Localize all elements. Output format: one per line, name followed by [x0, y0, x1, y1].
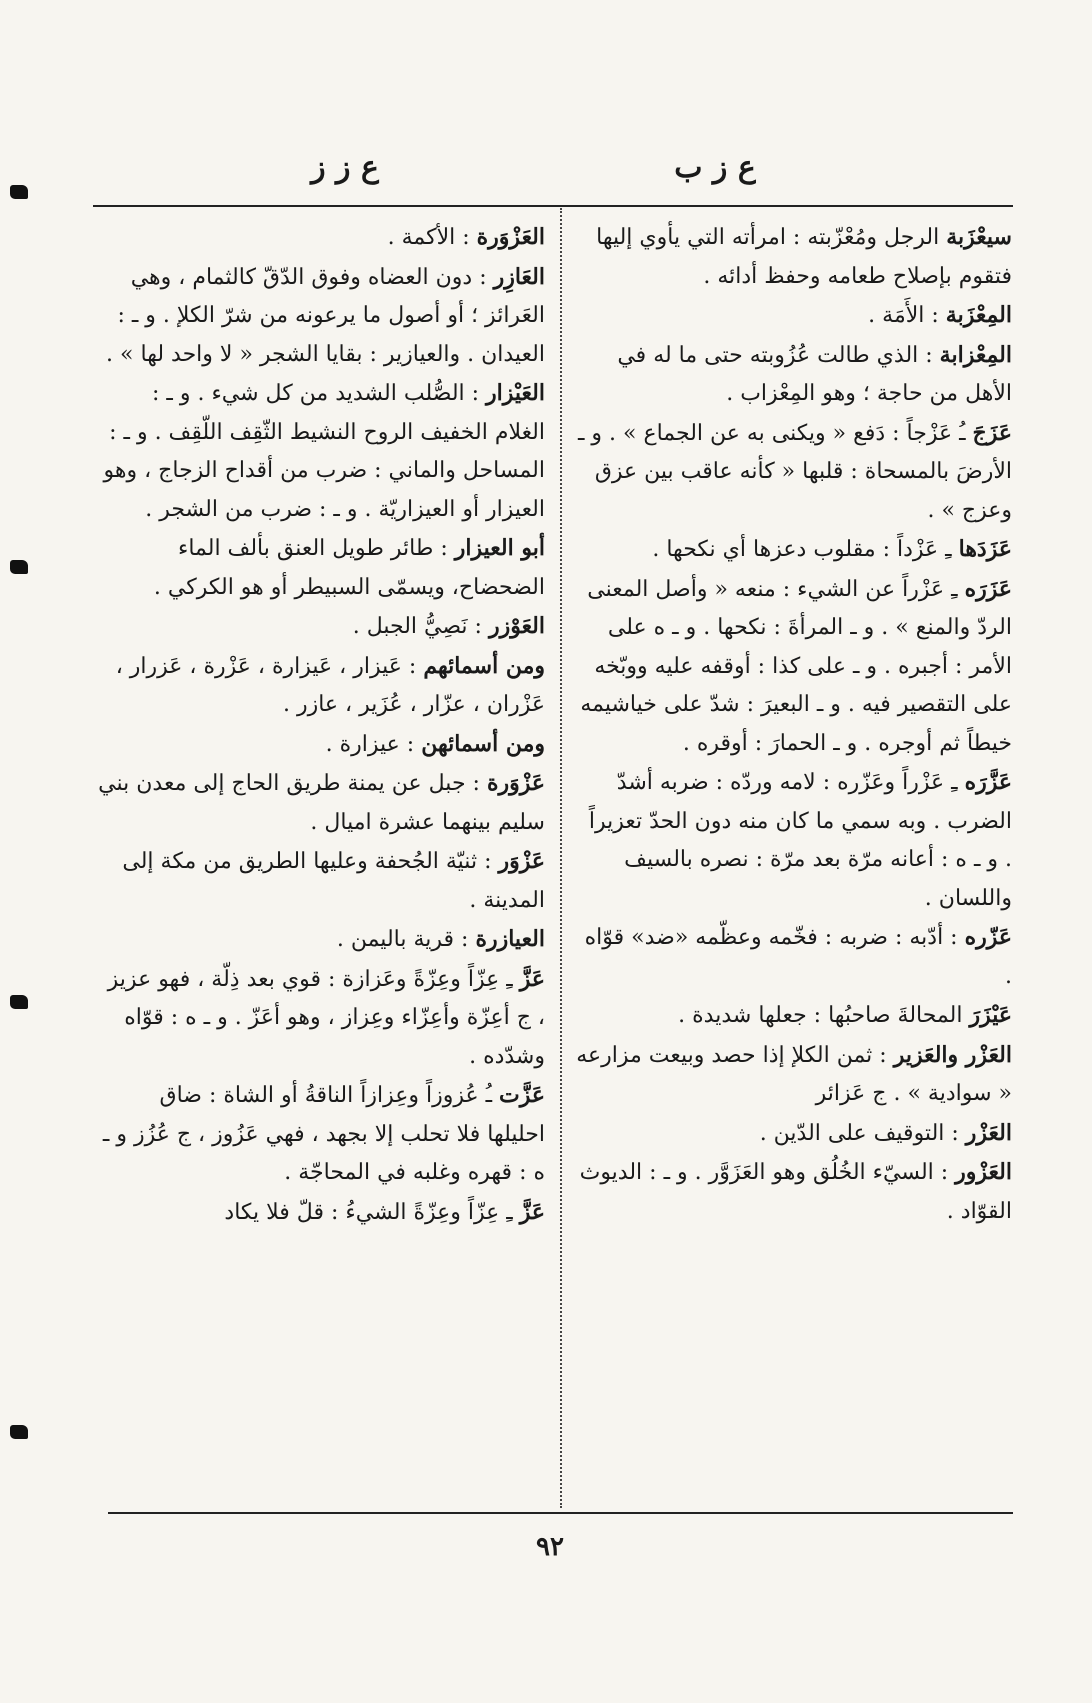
page-number: ٩٢ — [536, 1532, 564, 1562]
dictionary-entry — [95, 529, 545, 607]
dictionary-entry — [575, 218, 1012, 296]
entry-headword: المِعْزَبة — [945, 302, 1012, 328]
left-column — [95, 218, 545, 1232]
right-column — [575, 218, 1012, 1231]
dictionary-entry — [95, 647, 545, 725]
column-divider — [560, 208, 562, 1508]
dictionary-entry — [575, 414, 1012, 531]
entry-definition: ـِ عِزّاً وعِزّةً وعَزازة : قوي بعد ذِلّة ، فهو عزيز ، ج أعِزّة وأعِزّاء وعِزاز ، وهو أعَزّ . و ـ ه : قوّاه وشدّده . — [107, 966, 545, 1069]
dictionary-entry — [95, 258, 545, 375]
entry-definition: المحالةَ صاحبُها : جعلها شديدة . — [678, 1003, 970, 1028]
entry-headword: العيازرة — [475, 926, 545, 952]
entry-definition: ـِ عَزْراً عن الشيء : منعه « وأصل المعنى الردّ والمنع » . و ـ المرأةَ : نكحها . و ـ ه على الأمر : أجبره . و ـ على كذا : أوقفه عليه ووبّخه على التقصير فيه . و ـ البعيرَ : شدّ على خياشيمه خيطاً ثم أوجره . و ـ الحمارَ : أوقره . — [580, 576, 1012, 756]
entry-headword: العَازِر — [493, 263, 545, 290]
dictionary-entry — [575, 296, 1012, 336]
dictionary-entry — [95, 960, 545, 1077]
entry-definition: ـُ عُزوزاً وعِزازاً الناقةُ أو الشاة : ضاق احليلها فلا تحلب إلا بجهد ، فهي عَزُوز ، ج عُزُز و ـ ه : قهره وغلبه في المحاجّة . — [102, 1083, 545, 1185]
entry-definition: : الأكمة . — [387, 225, 477, 250]
entry-headword: عَزَدَها — [958, 536, 1012, 562]
entry-definition: : السيّء الخُلُق وهو العَزَوَّر . و ـ : الديوث القوّاد . — [579, 1160, 1012, 1224]
right-column-heading: ع ز ب — [674, 150, 756, 185]
entry-definition: ـُ عَزْجاً : دَفع « ويكنى به عن الجماع » . و ـ الأرضَ بالمسحاة : قلبها « كأنه عاقب بين عزق وعزج » . — [577, 420, 1012, 523]
entry-headword: العَوْزر — [488, 613, 545, 639]
entry-headword: عَزَرَه — [964, 575, 1012, 602]
dictionary-entry — [95, 607, 545, 647]
entry-definition: الرجل ومُعْزّبته : امرأته التي يأوي إليها فتقوم بإصلاح طعامه وحفظ أدائه . — [596, 225, 1012, 289]
entry-definition: : التوقيف على الدّين . — [759, 1120, 966, 1146]
entry-headword: عَزَّرَه — [964, 769, 1012, 795]
entry-definition: : نَصِيُّ الجبل . — [352, 614, 489, 639]
dictionary-entry — [575, 530, 1012, 570]
entry-definition: ـِ عِزّاً وعِزّةً الشيءُ : قلّ فلا يكاد — [224, 1199, 520, 1225]
entry-headword: العَزْر والعَزير — [893, 1041, 1012, 1068]
dictionary-entry — [575, 996, 1012, 1036]
dictionary-entry — [575, 763, 1012, 918]
entry-headword: عَزْوَرة — [486, 770, 545, 796]
entry-headword: عَزَّت — [499, 1082, 545, 1108]
entry-headword: المِعْزابة — [939, 341, 1012, 368]
entry-definition: : عيزارة . — [325, 731, 422, 757]
dictionary-entry — [95, 1193, 545, 1233]
entry-definition: : أدّبه : ضربه : فخّمه وعظّمه «ضد» قوّاه . — [584, 925, 1012, 989]
entry-headword: عَيْزَرَ — [969, 1002, 1012, 1028]
entry-headword: عَزَجَ — [972, 419, 1012, 446]
left-column-heading: ع ز ز — [311, 150, 379, 185]
entry-definition: : الذي طالت عُزُوبته حتى ما له في الأهل من حاجة ؛ وهو المِعْزاب . — [617, 342, 1012, 406]
entry-headword: العَزْر — [965, 1119, 1012, 1146]
dictionary-entry — [95, 920, 545, 960]
entry-headword: العَزْور — [955, 1159, 1012, 1185]
entry-headword: أبو العيزار — [454, 535, 545, 561]
dictionary-entry — [95, 725, 545, 765]
dictionary-entry — [95, 764, 545, 842]
entry-headword: عَزّره — [964, 924, 1012, 950]
dictionary-entry — [575, 570, 1012, 764]
dictionary-entry — [575, 1114, 1012, 1154]
dictionary-entry — [95, 842, 545, 920]
entry-definition: ـِ عَزْداً : مقلوب دعزها أي نكحها . — [652, 537, 959, 562]
entry-headword: العَزْوَرة — [476, 224, 545, 250]
entry-definition: : الأَمَة . — [868, 303, 946, 328]
entry-headword: عَزْوَر — [498, 848, 545, 874]
entry-definition: : ثنيّة الجُحفة وعليها الطريق من مكة إلى المدينة . — [122, 849, 545, 913]
entry-headword: عَزَّ — [519, 965, 545, 992]
page-edge-mark — [10, 1425, 28, 1439]
dictionary-entry — [95, 218, 545, 258]
dictionary-entry — [95, 1076, 545, 1193]
entry-headword: العَيْزار — [486, 380, 545, 406]
page-edge-mark — [10, 560, 28, 574]
bottom-rule — [108, 1512, 1013, 1514]
dictionary-entry — [95, 374, 545, 529]
dictionary-entry — [575, 918, 1012, 996]
entry-definition: : طائر طويل العنق بألف الماء الضحضاح، ويسمّى السبيطر أو هو الكركي . — [153, 536, 545, 600]
top-rule — [93, 205, 1013, 207]
entry-headword: ومن أسمائهن — [421, 730, 545, 757]
entry-definition: : قرية باليمن . — [336, 927, 476, 952]
entry-headword: عَزَّ — [519, 1198, 545, 1225]
entry-definition: : الصُّلب الشديد من كل شيء . و ـ : الغلام الخفيف الروح النشيط الثّقِف اللّقِف . و ـ : المساحل والماني : ضرب من أقداح الزجاج ، وهو العيزار أو العيزاريّة . و ـ : ضرب من الشجر . — [103, 381, 545, 522]
page-edge-mark — [10, 995, 28, 1009]
page-edge-mark — [10, 185, 28, 199]
entry-headword: ومن أسمائهم — [423, 652, 545, 679]
dictionary-entry — [575, 336, 1012, 414]
entry-headword: سيعْزَبة — [946, 224, 1012, 250]
entry-definition: : دون العضاه وفوق الدّقّ كالثمام ، وهي العَرائز ؛ أو أصول ما يرعونه من شرّ الكلإ . و ـ : العيدان . والعيازير : بقايا الشجر « لا واحد لها » . — [106, 264, 545, 367]
entry-definition: ـِ عَزْراً وعَزّره : لامه وردّه : ضربه أشدّ الضرب . وبه سمي ما كان منه دون الحدّ تعزيراً . و ـ ه : أعانه مرّة بعد مرّة : نصره بالسيف واللسان . — [588, 770, 1012, 911]
entry-definition: : جبل عن يمنة طريق الحاج إلى معدن بني سليم بينهما عشرة اميال . — [98, 771, 545, 835]
entry-definition: : ثمن الكلإ إذا حصد وبيعت مزارعه « سوادية » . ج عَزائر — [576, 1042, 1012, 1106]
dictionary-entry — [575, 1153, 1012, 1231]
dictionary-entry — [575, 1036, 1012, 1114]
entry-definition: : عَيزار ، عَيزارة ، عَزْرة ، عَزرار ، عَزْران ، عزّار ، عُزَير ، عازر . — [115, 653, 545, 717]
